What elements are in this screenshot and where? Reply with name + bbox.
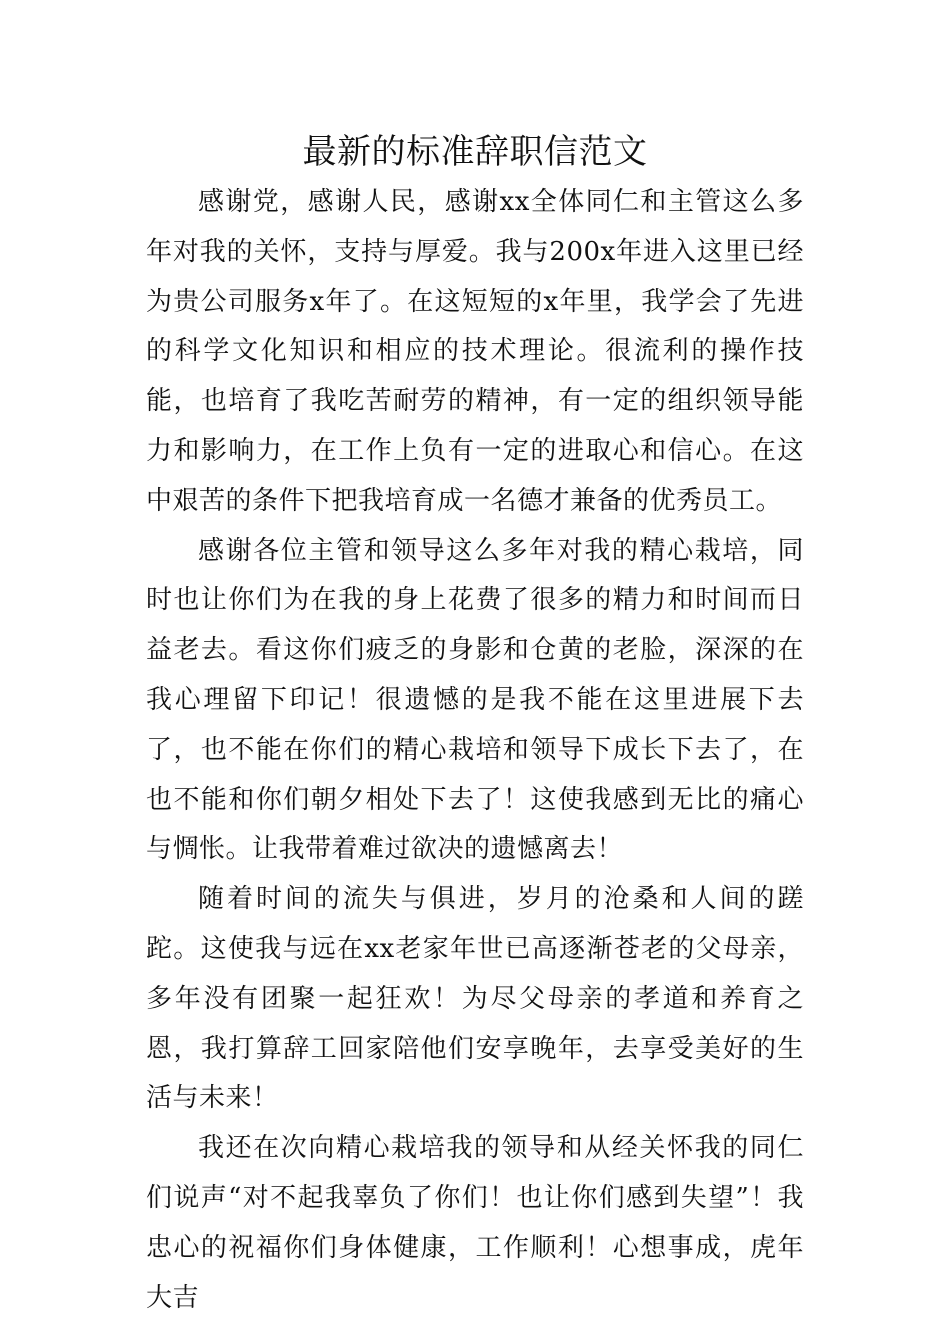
document-title: 最新的标准辞职信范文	[302, 132, 648, 172]
paragraph-4: 我还在次向精心栽培我的领导和从经关怀我的同仁们说声“对不起我辜负了你们！也让你们感到失望”！我忠心的祝福你们身体健康，工作顺利！心想事成，虎年大吉	[146, 1133, 804, 1313]
paragraph-2: 感谢各位主管和领导这么多年对我的精心栽培，同时也让你们为在我的身上花费了很多的精力和时间而日益老去。看这你们疲乏的身影和仓黄的老脸，深深的在我心理留下印记！很遗憾的是我不能在这里进展下去了，也不能在你们的精心栽培和领导下成长下去了，在也不能和你们朝夕相处下去了！这使我感到无比的痛心与惆怅。让我带着难过欲决的遗憾离去！	[146, 535, 804, 865]
paragraph-3: 随着时间的流失与俱进，岁月的沧桑和人间的蹉跎。这使我与远在xx老家年世已高逐渐苍老的父母亲，多年没有团聚一起狂欢！为尽父母亲的孝道和养育之恩，我打算辞工回家陪他们安享晚年，去享受美好的生活与未来！	[146, 884, 804, 1114]
document-body	[146, 178, 804, 1323]
paragraph-1: 感谢党，感谢人民，感谢xx全体同仁和主管这么多年对我的关怀，支持与厚爱。我与200x年进入这里已经为贵公司服务x年了。在这短短的x年里，我学会了先进的科学文化知识和相应的技术理论。很流利的操作技能，也培育了我吃苦耐劳的精神，有一定的组织领导能力和影响力，在工作上负有一定的进取心和信心。在这中艰苦的条件下把我培育成一名德才兼备的优秀员工。	[146, 187, 804, 516]
